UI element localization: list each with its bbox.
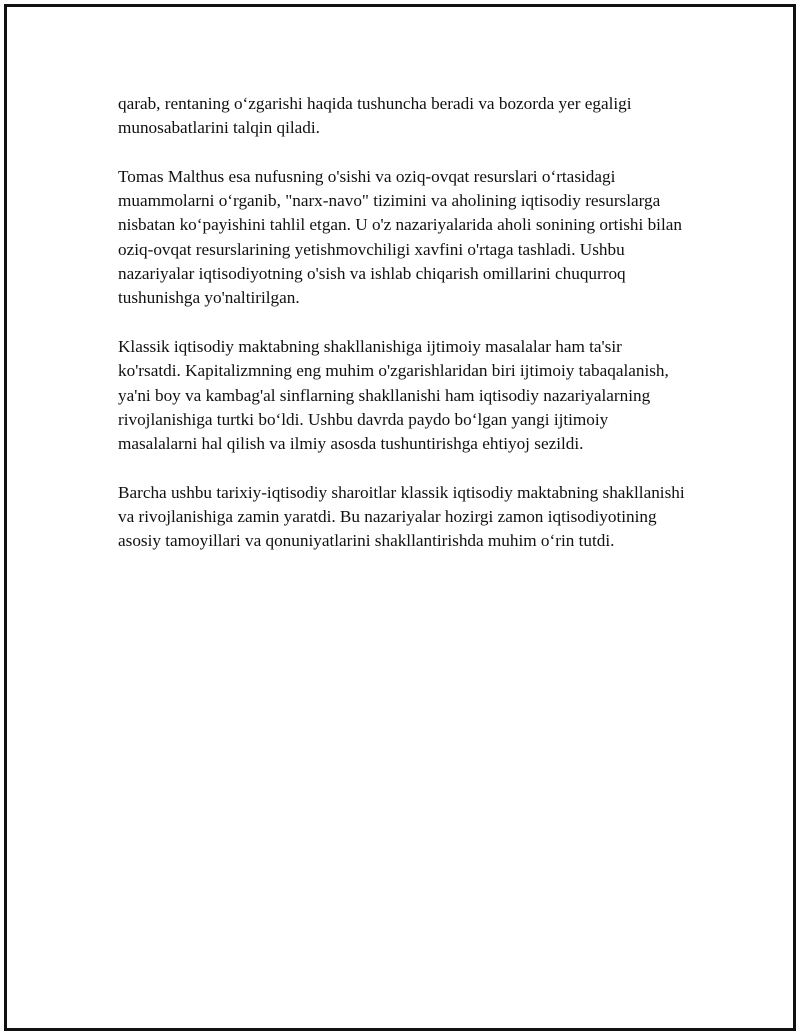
paragraph-4: Barcha ushbu tarixiy-iqtisodiy sharoitlar klassik iqtisodiy maktabning shakllanishi va rivojlanishiga zamin yaratdi. Bu nazariyalar hozirgi zamon iqtisodiyotining asosiy tamoyillari va qonuniyatlarini shakllantirishda muhim o‘rin tutdi.	[118, 482, 685, 551]
document-body	[118, 92, 688, 578]
paragraph-2: Tomas Malthus esa nufusning o'sishi va oziq-ovqat resurslari o‘rtasidagi muammolarni o‘rganib, "narx-navo" tizimini va aholining iqtisodiy resurslarga nisbatan ko‘payishini tahlil etgan. U o'z nazariyalarida aholi sonining ortishi bilan oziq-ovqat resurslarining yetishmovchiligi xavfini o'rtaga tashladi. Ushbu nazariyalar iqtisodiyotning o'sish va ishlab chiqarish omillarini chuqurroq tushunishga yo'naltirilgan.	[118, 166, 682, 308]
paragraph-3: Klassik iqtisodiy maktabning shakllanishiga ijtimoiy masalalar ham ta'sir ko'rsatdi. Kapitalizmning eng muhim o'zgarishlaridan biri ijtimoiy tabaqalanish, ya'ni boy va kambag'al sinflarning shakllanishi ham iqtisodiy nazariyalarning rivojlanishiga turtki bo‘ldi. Ushbu davrda paydo bo‘lgan yangi ijtimoiy masalalarni hal qilish va ilmiy asosda tushuntirishga ehtiyoj sezildi.	[118, 336, 669, 454]
paragraph-1: qarab, rentaning o‘zgarishi haqida tushuncha beradi va bozorda yer egaligi munosabatlarini talqin qiladi.	[118, 94, 632, 138]
